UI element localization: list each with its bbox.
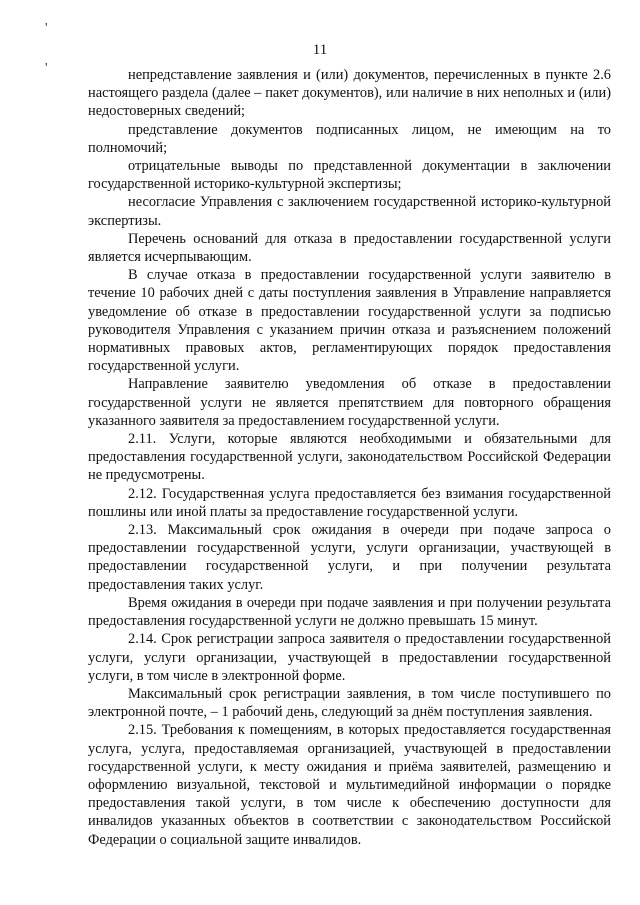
paragraph: 2.15. Требования к помещениям, в которых предоставляется государственная услуга, услуга, предоставляемая организацией, участвующей в предоставлении государственной услуги, к месту ожидания и приёма заявителей, размещению и оформлению визуальной, текстовой и мультимедийной информации о порядке предоставления такой услуги, в том числе к обеспечению доступности для инвалидов указанных объектов в соответствии с законодательством Российской Федерации о социальной защите инвалидов. [88,722,611,848]
paragraph: непредставление заявления и (или) документов, перечисленных в пункте 2.6 настоящего раздела (далее – пакет документов), или наличие в них неполных и (или) недостоверных сведений; [88,67,611,120]
paragraph: отрицательные выводы по представленной документации в заключении государственной историко-культурной экспертизы; [88,158,611,193]
paragraph: 2.13. Максимальный срок ожидания в очереди при подаче запроса о предоставлении государственной услуги, услуги организации, участвующей в предоставлении государственной услуги, и при получении результата предоставления таких услуг. [88,522,611,593]
paragraph: 2.14. Срок регистрации запроса заявителя о предоставлении государственной услуги, услуги организации, участвующей в предоставлении государственной услуги, в том числе в электронной форме. [88,631,611,684]
paragraph: представление документов подписанных лицом, не имеющим на то полномочий; [88,121,611,156]
document-body [88,66,611,849]
paragraph: 2.11. Услуги, которые являются необходимыми и обязательными для предоставления государственной услуги, законодательством Российской Федерации не предусмотрены. [88,431,611,484]
paragraph: 2.12. Государственная услуга предоставляется без взимания государственной пошлины или иной платы за предоставление государственной услуги. [88,485,611,520]
paragraph: Перечень оснований для отказа в предоставлении государственной услуги является исчерпывающим. [88,230,611,266]
margin-mark: ' [45,61,48,76]
paragraph: В случае отказа в предоставлении государственной услуги заявителю в течение 10 рабочих дней с даты поступления заявления в Управление направляется уведомление об отказе в предоставлении государственной услуги за подписью руководителя Управления с указанием причин отказа и разъяснением положений нормативных правовых актов, регламентирующих порядок предоставления государственной услуги. [88,267,611,375]
margin-mark: ' [45,21,48,36]
paragraph: Направление заявителю уведомления об отказе в предоставлении государственной услуги не является препятствием для повторного обращения указанного заявителя за предоставлением государственной услуги. [88,376,611,429]
paragraph: Максимальный срок регистрации заявления, в том числе поступившего по электронной почте, – 1 рабочий день, следующий за днём поступления заявления. [88,685,611,721]
paragraph: Время ожидания в очереди при подаче заявления и при получении результата предоставления государственной услуги не должно превышать 15 минут. [88,594,611,630]
paragraph: несогласие Управления с заключением государственной историко-культурной экспертизы. [88,194,611,229]
page-number: 11 [312,42,328,58]
